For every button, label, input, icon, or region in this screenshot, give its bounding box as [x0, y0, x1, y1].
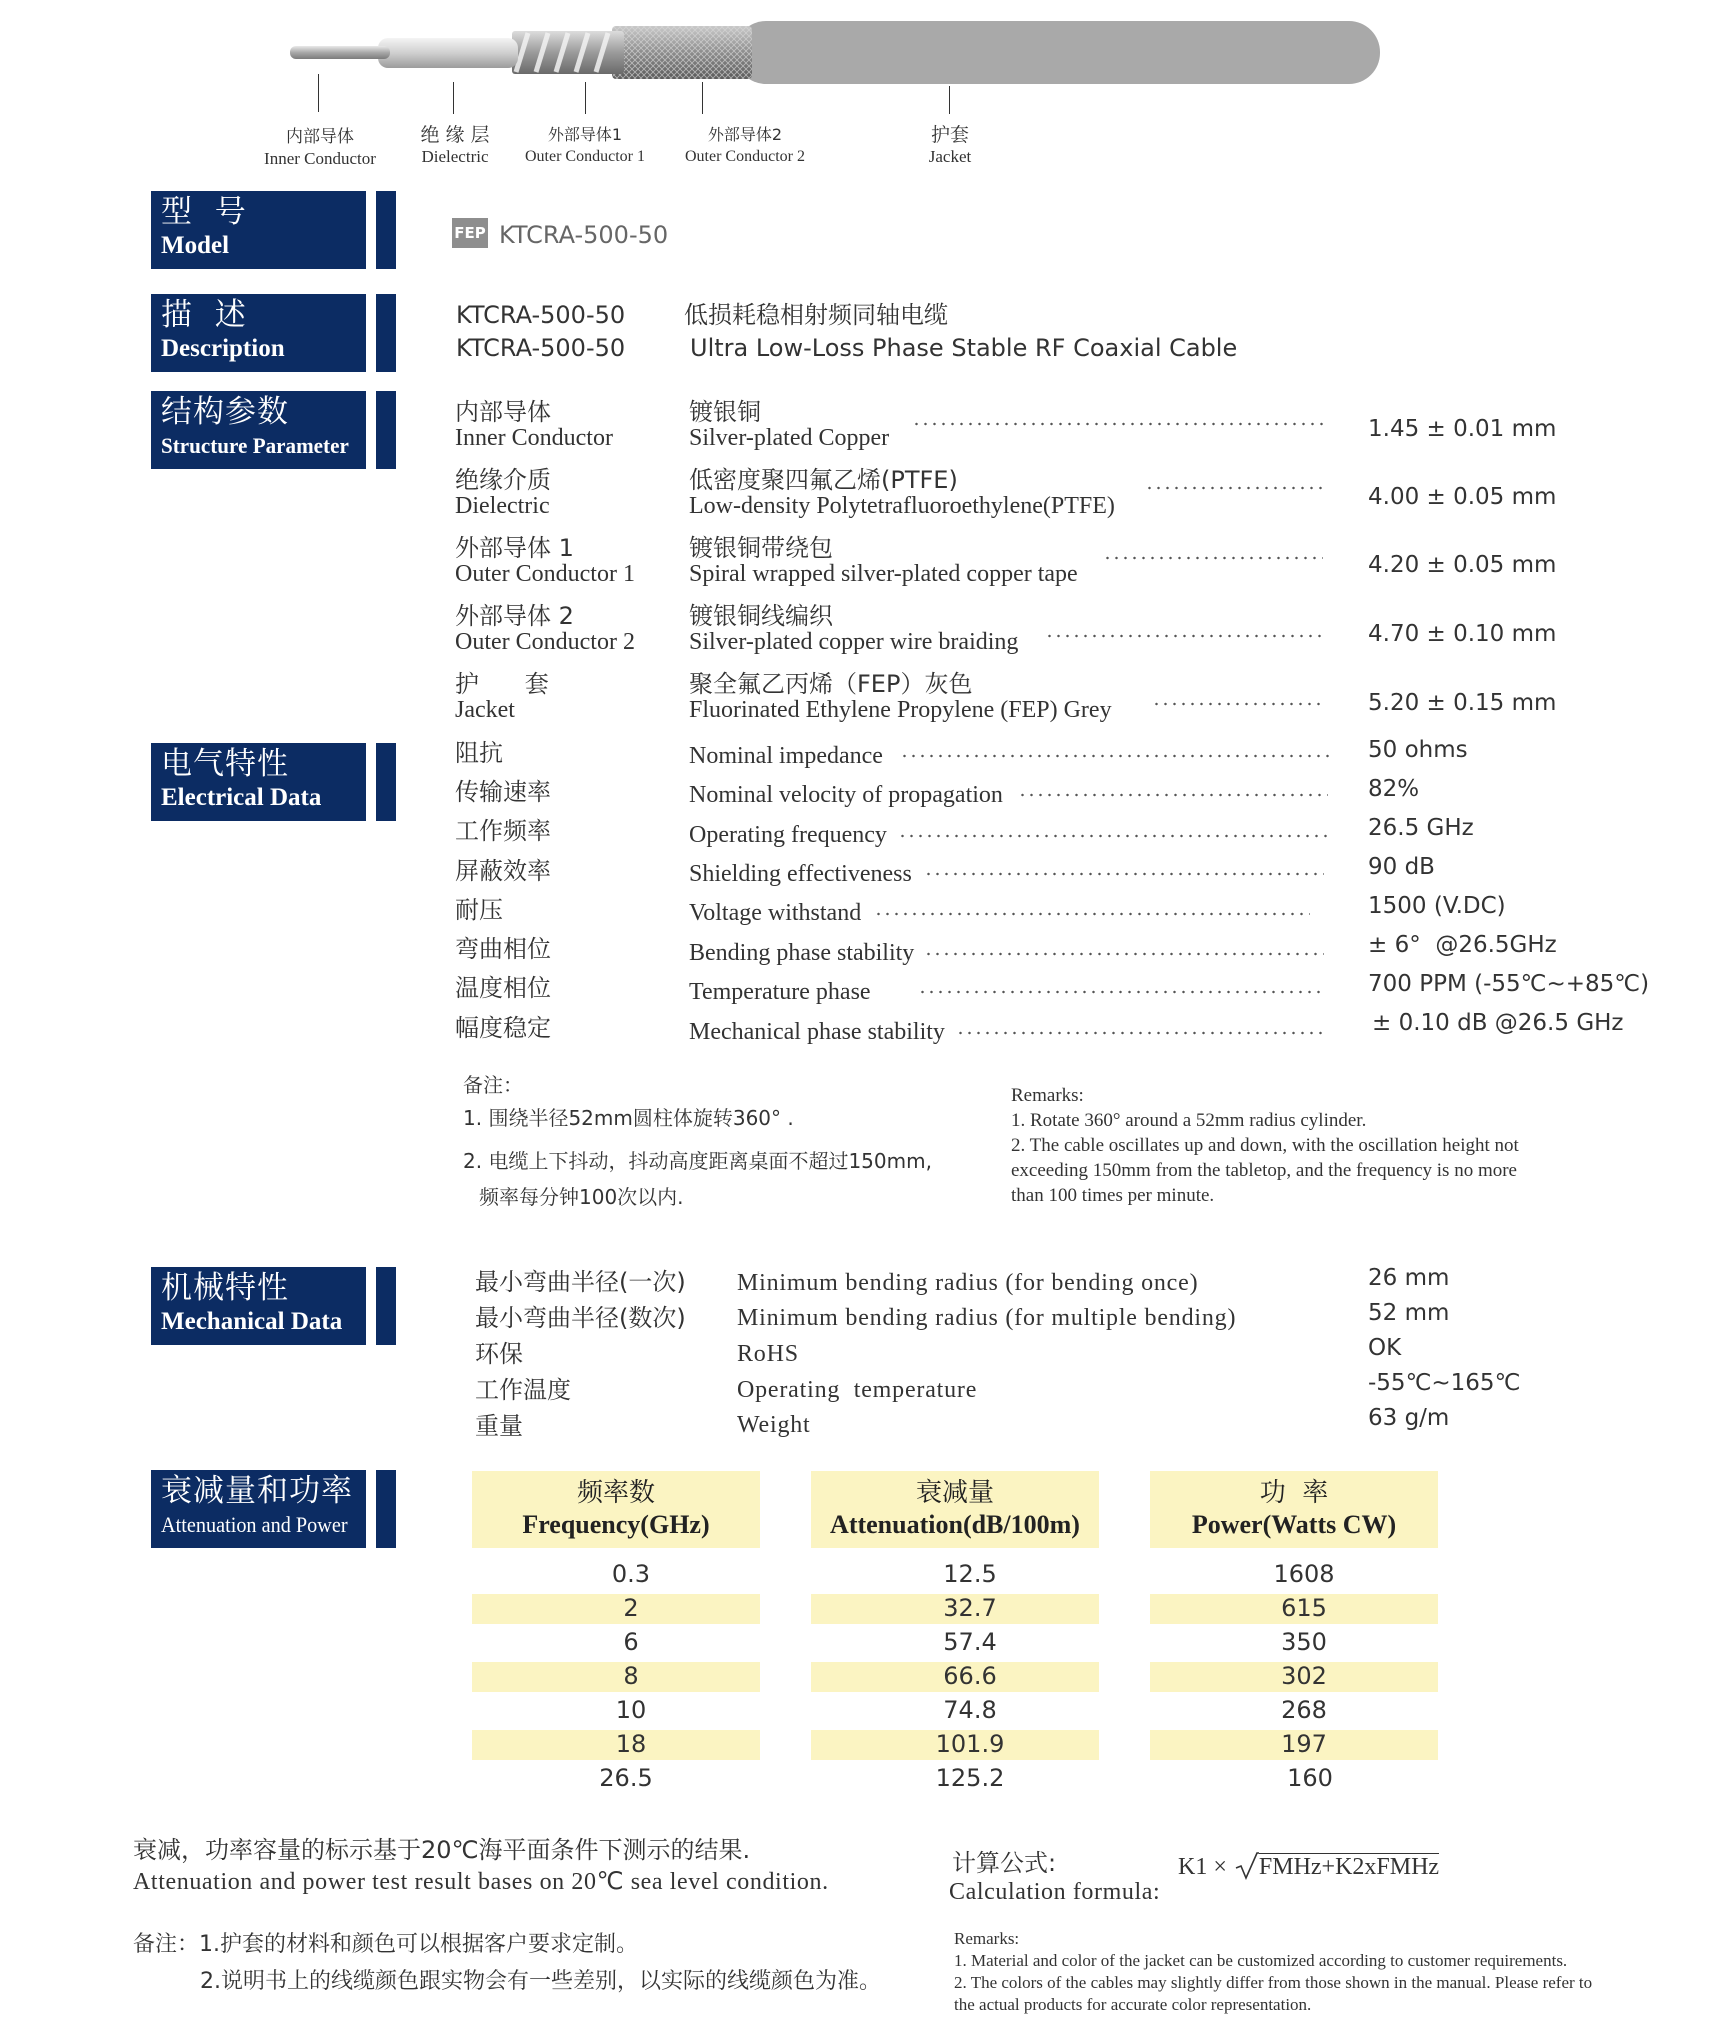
- section-structure: 结构参数 Structure Parameter: [151, 391, 366, 469]
- dielectric-shape: [378, 38, 518, 68]
- section-attenuation: 衰减量和功率 Attenuation and Power: [151, 1470, 366, 1548]
- fep-badge: FEP: [452, 218, 488, 248]
- description-text-cn: 低损耗稳相射频同轴电缆: [684, 301, 948, 329]
- footer-note-cn: 衰减，功率容量的标示基于20℃海平面条件下测示的结果.: [133, 1836, 751, 1864]
- label-outer-conductor-2: 外部导体2 Outer Conductor 2: [685, 125, 805, 165]
- footer-remarks-cn: 备注：1.护套的材料和颜色可以根据客户要求定制。 2.说明书上的线缆颜色跟实物会有一些差别，以实际的线缆颜色为准。: [133, 1932, 881, 1994]
- label-inner-conductor: 内部导体 Inner Conductor: [264, 127, 376, 168]
- footer-note-en: Attenuation and power test result bases on 20℃ sea level condition.: [133, 1869, 829, 1895]
- model-value: KTCRA-500-50: [499, 221, 669, 249]
- cable-diagram: [290, 15, 1390, 90]
- label-dielectric: 绝 缘 层 Dielectric: [420, 124, 490, 166]
- jacket-shape: [735, 21, 1380, 84]
- footer-remarks-en: Remarks: 1. Material and color of the jacket can be customized according to customer requirements. 2. The colors of the cables may slightly differ from those shown in the manual. Please refer to the actual products for accurate color representation.: [954, 1929, 1593, 2014]
- sqrt-sign: [1235, 1852, 1259, 1880]
- section-model: 型 号 Model: [151, 191, 366, 269]
- description-text-en: Ultra Low-Loss Phase Stable RF Coaxial Cable: [690, 334, 1238, 362]
- section-electrical: 电气特性 Electrical Data: [151, 743, 366, 821]
- description-model-1: KTCRA-500-50: [456, 301, 626, 329]
- section-description: 描 述 Description: [151, 294, 366, 372]
- formula-label-en: Calculation formula:: [949, 1879, 1161, 1905]
- header-frequency: 频率数 Frequency(GHz): [472, 1471, 760, 1548]
- formula-label-cn: 计算公式:: [952, 1849, 1057, 1877]
- label-outer-conductor-1: 外部导体1 Outer Conductor 1: [525, 125, 645, 165]
- header-attenuation: 衰减量 Attenuation(dB/100m): [811, 1471, 1099, 1548]
- formula: K1 × FMHz+K2xFMHz: [1178, 1854, 1440, 1880]
- electrical-remarks-en: Remarks: 1. Rotate 360° around a 52mm radius cylinder. 2. The cable oscillates up and down, with the oscillation height not exceeding 150mm from the tabletop, and the frequency is no more than 100 times per minute.: [1011, 1085, 1519, 1206]
- inner-conductor-shape: [290, 46, 390, 59]
- electrical-remarks-cn: 备注： 1. 围绕半径52mm圆柱体旋转360° . 2. 电缆上下抖动，抖动高度距离桌面不超过150mm, 频率每分钟100次以内.: [463, 1073, 932, 1209]
- label-jacket: 护套 Jacket: [928, 124, 972, 166]
- header-power: 功 率 Power(Watts CW): [1150, 1471, 1438, 1548]
- section-mechanical: 机械特性 Mechanical Data: [151, 1267, 366, 1345]
- description-model-2: KTCRA-500-50: [456, 334, 626, 362]
